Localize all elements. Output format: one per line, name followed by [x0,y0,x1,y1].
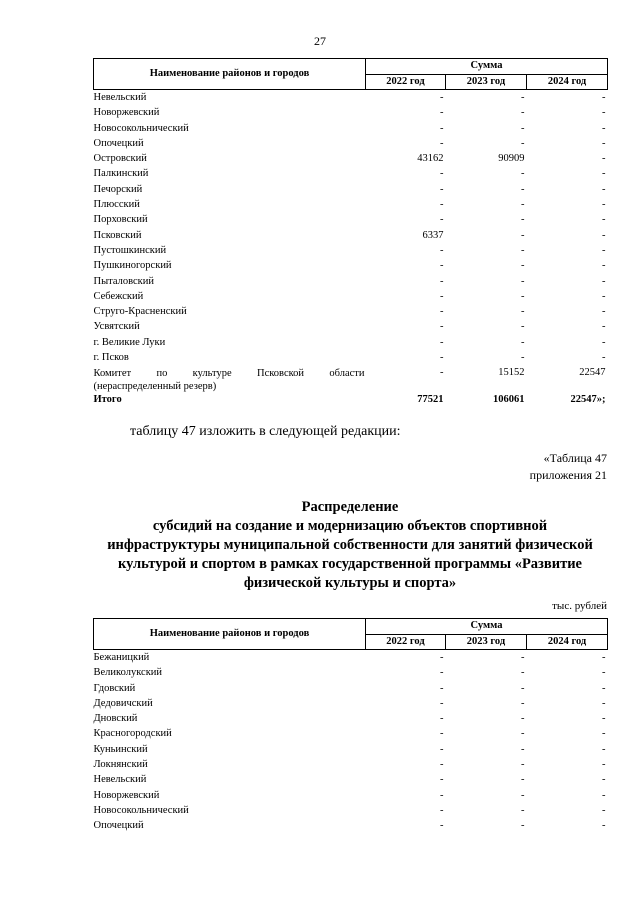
header-year-2024: 2024 год [527,634,608,650]
header-year-2023: 2023 год [446,634,527,650]
row-name: Опочецкий [93,820,144,832]
value-2023: - [521,137,525,149]
value-2022: - [440,774,444,786]
table-reference [530,450,607,484]
value-2024: - [602,183,606,195]
table-2-header [94,619,608,650]
value-2023: - [521,667,525,679]
value-2022: - [440,667,444,679]
value-2024: - [602,759,606,771]
value-2024: - [602,774,606,786]
value-2024: - [602,743,606,755]
table-row [94,166,608,181]
row-name: Итого [93,394,122,406]
value-2024: - [602,199,606,211]
row-name: Печорский [93,183,143,195]
value-2024: 22547 [579,367,606,379]
value-2022: - [440,367,444,379]
header-name-column: Наименование районов и городов [94,619,366,650]
value-2023: - [521,743,525,755]
value-2024: - [602,168,606,180]
row-name: Палкинский [93,168,149,180]
value-2022: - [440,682,444,694]
value-2023: - [521,306,525,318]
row-name [94,365,366,394]
value-2023: - [521,713,525,725]
table-row-total [94,394,608,406]
value-2024: 22547»; [570,394,606,406]
table-row [94,182,608,197]
table-row [94,304,608,319]
value-2023: 90909 [498,153,525,165]
value-2022: - [440,214,444,226]
value-2022: - [440,759,444,771]
header-sum: Сумма [366,59,608,75]
value-2022: - [440,168,444,180]
row-name: Дновский [93,713,138,725]
table-row [94,757,608,772]
row-name: Пустошкинский [93,244,167,256]
table-row [94,136,608,151]
table-row [94,289,608,304]
table-row [94,151,608,166]
value-2023: - [521,229,525,241]
value-2024: - [602,244,606,256]
value-2024: - [602,229,606,241]
value-2022: - [440,244,444,256]
table-row [94,335,608,350]
value-2024: - [602,306,606,318]
value-2022: - [440,652,444,663]
header-year-2024: 2024 год [527,74,608,90]
value-2022: - [440,260,444,272]
value-2022: - [440,122,444,134]
value-2023: 106061 [493,394,525,406]
table-row [94,711,608,726]
value-2022: 6337 [422,229,444,241]
row-name: Новосокольнический [93,804,189,816]
table-row [94,274,608,289]
document-heading [93,498,607,593]
row-name: Куньинский [93,743,148,755]
row-name: Новосокольнический [93,122,189,134]
table-row [94,742,608,757]
value-2022: - [440,107,444,119]
value-2024: - [602,728,606,740]
value-2024: - [602,92,606,103]
table-row-committee [94,365,608,394]
value-2024: - [602,137,606,149]
value-2023: - [521,214,525,226]
value-2023: - [521,652,525,663]
value-2023: - [521,682,525,694]
row-name: г. Великие Луки [93,336,166,348]
table-row [94,121,608,136]
table-row [94,726,608,741]
value-2024: - [602,804,606,816]
row-name: Усвятский [93,321,140,333]
value-2022: - [440,290,444,302]
row-name: Невельский [93,774,147,786]
value-2023: - [521,122,525,134]
value-2022: - [440,275,444,287]
value-2024: - [602,275,606,287]
value-2024: - [602,153,606,165]
row-name: Бежаницкий [93,652,150,663]
value-2022: - [440,820,444,832]
value-2024: - [602,107,606,119]
table-row [94,350,608,365]
table-1 [93,58,608,406]
page-number: 27 [314,34,326,48]
row-name: Опочецкий [93,137,144,149]
row-name: Островский [93,153,147,165]
table-row [94,228,608,243]
value-2024: - [602,336,606,348]
row-name: Струго-Красненский [93,306,187,318]
value-2022: - [440,697,444,709]
table-row [94,818,608,833]
header-sum: Сумма [366,619,608,635]
heading-line-3: инфраструктуры муниципальной собственности для занятий физической [107,537,593,553]
table-reference-line2: приложения 21 [529,468,607,482]
value-2022: - [440,743,444,755]
header-year-2022: 2022 год [366,74,446,90]
table-row [94,90,608,106]
value-2023: - [521,789,525,801]
table-row [94,665,608,680]
table-row [94,197,608,212]
committee-name-line2: (нераспределенный резерв) [93,381,217,393]
table-row [94,212,608,227]
value-2024: - [602,214,606,226]
table-row [94,696,608,711]
table-2-body [94,650,608,834]
row-name: Себежский [93,290,144,302]
value-2024: - [602,260,606,272]
value-2022: - [440,306,444,318]
value-2023: - [521,92,525,103]
value-2023: - [521,260,525,272]
heading-line-1: Распределение [301,499,399,515]
table-row [94,803,608,818]
value-2024: - [602,290,606,302]
value-2022: - [440,199,444,211]
table-row [94,319,608,334]
value-2022: 77521 [417,394,444,406]
heading-line-4: культурой и спортом в рамках государственной программы «Развитие [118,556,582,572]
value-2023: - [521,107,525,119]
row-name: Гдовский [93,682,136,694]
value-2023: - [521,290,525,302]
value-2024: - [602,122,606,134]
row-name: Плюсский [93,199,140,211]
value-2022: 43162 [417,153,444,165]
row-name: Порховский [93,214,148,226]
value-2022: - [440,728,444,740]
value-2024: - [602,697,606,709]
value-2023: - [521,804,525,816]
table-1-body [94,90,608,407]
table-row [94,258,608,273]
value-2023: - [521,697,525,709]
row-name: Псковский [93,229,142,241]
table-row [94,788,608,803]
row-name: Красногородский [93,728,172,740]
row-name: Новоржевский [93,107,160,119]
value-2023: - [521,199,525,211]
value-2024: - [602,321,606,333]
table-row [94,772,608,787]
value-2022: - [440,137,444,149]
header-name-column: Наименование районов и городов [94,59,366,90]
row-name: Локнянский [93,759,148,771]
units-label: тыс. рублей [552,600,607,612]
value-2024: - [602,682,606,694]
table-1-header [94,59,608,90]
value-2023: - [521,275,525,287]
row-name: г. Псков [93,352,129,364]
row-name: Дедовичский [93,697,153,709]
value-2022: - [440,789,444,801]
value-2023: - [521,183,525,195]
value-2024: - [602,652,606,663]
value-2022: - [440,92,444,103]
value-2022: - [440,321,444,333]
table-row [94,650,608,666]
value-2023: 15152 [498,367,525,379]
table-row [94,105,608,120]
value-2024: - [602,820,606,832]
value-2022: - [440,804,444,816]
table-row [94,243,608,258]
value-2023: - [521,244,525,256]
value-2024: - [602,713,606,725]
table-2 [93,618,608,834]
header-year-2022: 2022 год [366,634,446,650]
row-name: Великолукский [93,667,163,679]
value-2024: - [602,789,606,801]
value-2023: - [521,759,525,771]
table-row [94,681,608,696]
value-2022: - [440,352,444,364]
value-2023: - [521,336,525,348]
heading-line-5: физической культуры и спорта» [243,575,457,591]
value-2024: - [602,352,606,364]
value-2024: - [602,667,606,679]
value-2023: - [521,168,525,180]
header-year-2023: 2023 год [446,74,527,90]
value-2022: - [440,713,444,725]
row-name: Невельский [93,92,147,103]
row-name: Пыталовский [93,275,154,287]
value-2023: - [521,728,525,740]
value-2023: - [521,321,525,333]
row-name: Пушкиногорский [93,260,172,272]
committee-name-line1: Комитет по культуре Псковской области [93,368,365,380]
instruction-text: таблицу 47 изложить в следующей редакции: [130,424,401,439]
value-2022: - [440,336,444,348]
row-name: Новоржевский [93,789,160,801]
value-2023: - [521,820,525,832]
heading-line-2: субсидий на создание и модернизацию объектов спортивной [152,518,548,534]
value-2023: - [521,774,525,786]
value-2022: - [440,183,444,195]
table-reference-line1: «Таблица 47 [543,451,607,465]
value-2023: - [521,352,525,364]
